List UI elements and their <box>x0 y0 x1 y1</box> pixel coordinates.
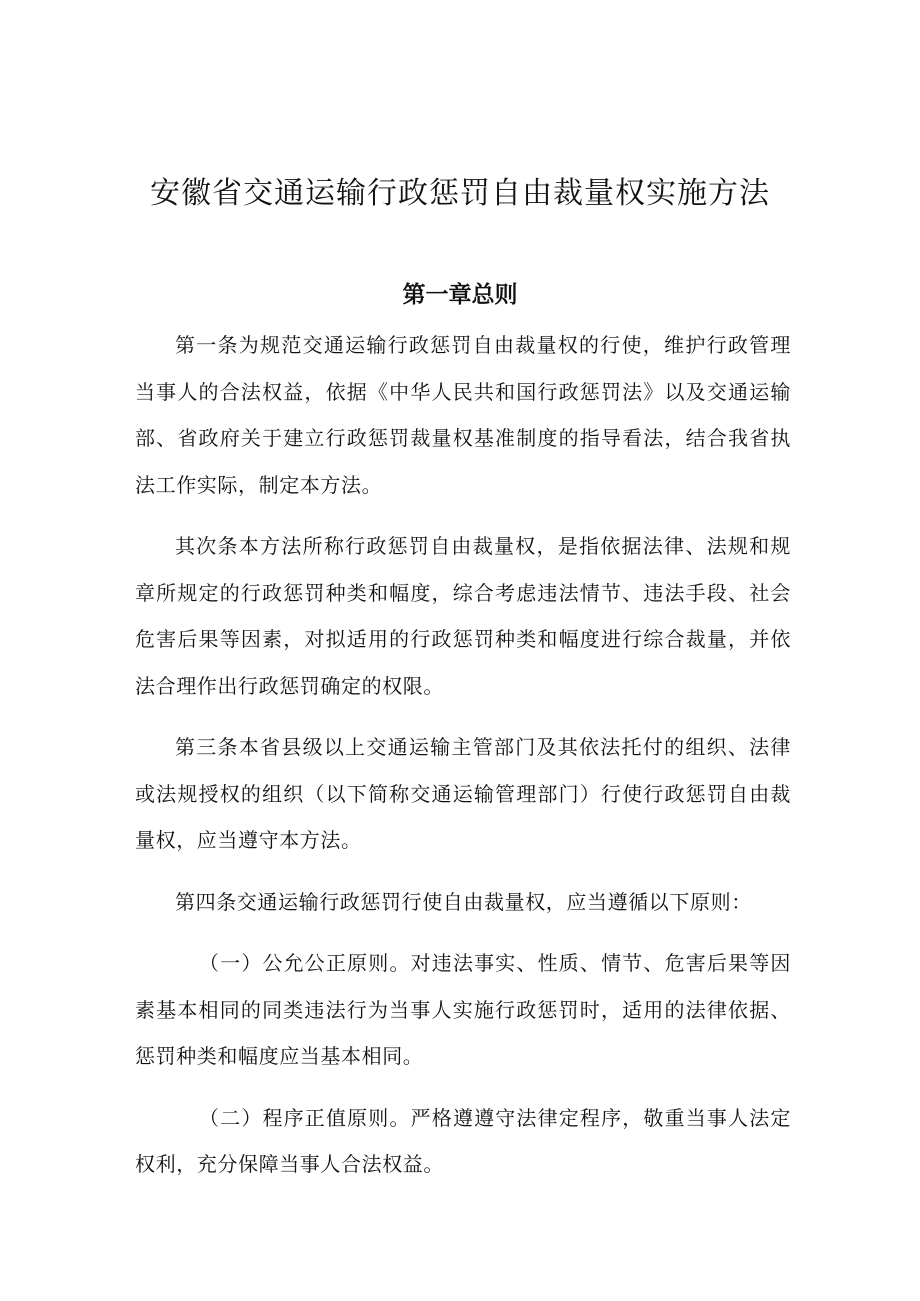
chapter-heading: 第一章总则 <box>402 282 518 308</box>
article-3-paragraph: 第三条本省县级以上交通运输主管部门及其依法托付的组织、法律或法规授权的组织（以下简称交通运输管理部门）行使行政惩罚自由裁量权，应当遵守本方法。 <box>135 735 791 852</box>
article-2-paragraph: 其次条本方法所称行政惩罚自由裁量权，是指依据法律、法规和规章所规定的行政惩罚种类和幅度，综合考虑违法情节、违法手段、社会危害后果等因素，对拟适用的行政惩罚种类和幅度进行综合裁量，并依法合理作出行政惩罚确定的权限。 <box>135 534 791 698</box>
document-body <box>135 322 791 1203</box>
principle-2-paragraph: （二）程序正值原则。严格遵遵守法律定程序，敬重当事人法定权利，充分保障当事人合法权益。 <box>135 1105 791 1176</box>
document-title: 安徽省交通运输行政惩罚自由裁量权实施方法 <box>150 176 770 211</box>
article-1-paragraph: 第一条为规范交通运输行政惩罚自由裁量权的行使，维护行政管理当事人的合法权益，依据《中华人民共和国行政惩罚法》以及交通运输部、省政府关于建立行政惩罚裁量权基准制度的指导看法，结合我省执法工作实际，制定本方法。 <box>135 333 791 497</box>
principle-1-paragraph: （一）公允公正原则。对违法事实、性质、情节、危害后果等因素基本相同的同类违法行为当事人实施行政惩罚时，适用的法律依据、惩罚种类和幅度应当基本相同。 <box>135 951 791 1068</box>
article-4-paragraph: 第四条交通运输行政惩罚行使自由裁量权，应当遵循以下原则： <box>175 889 752 914</box>
